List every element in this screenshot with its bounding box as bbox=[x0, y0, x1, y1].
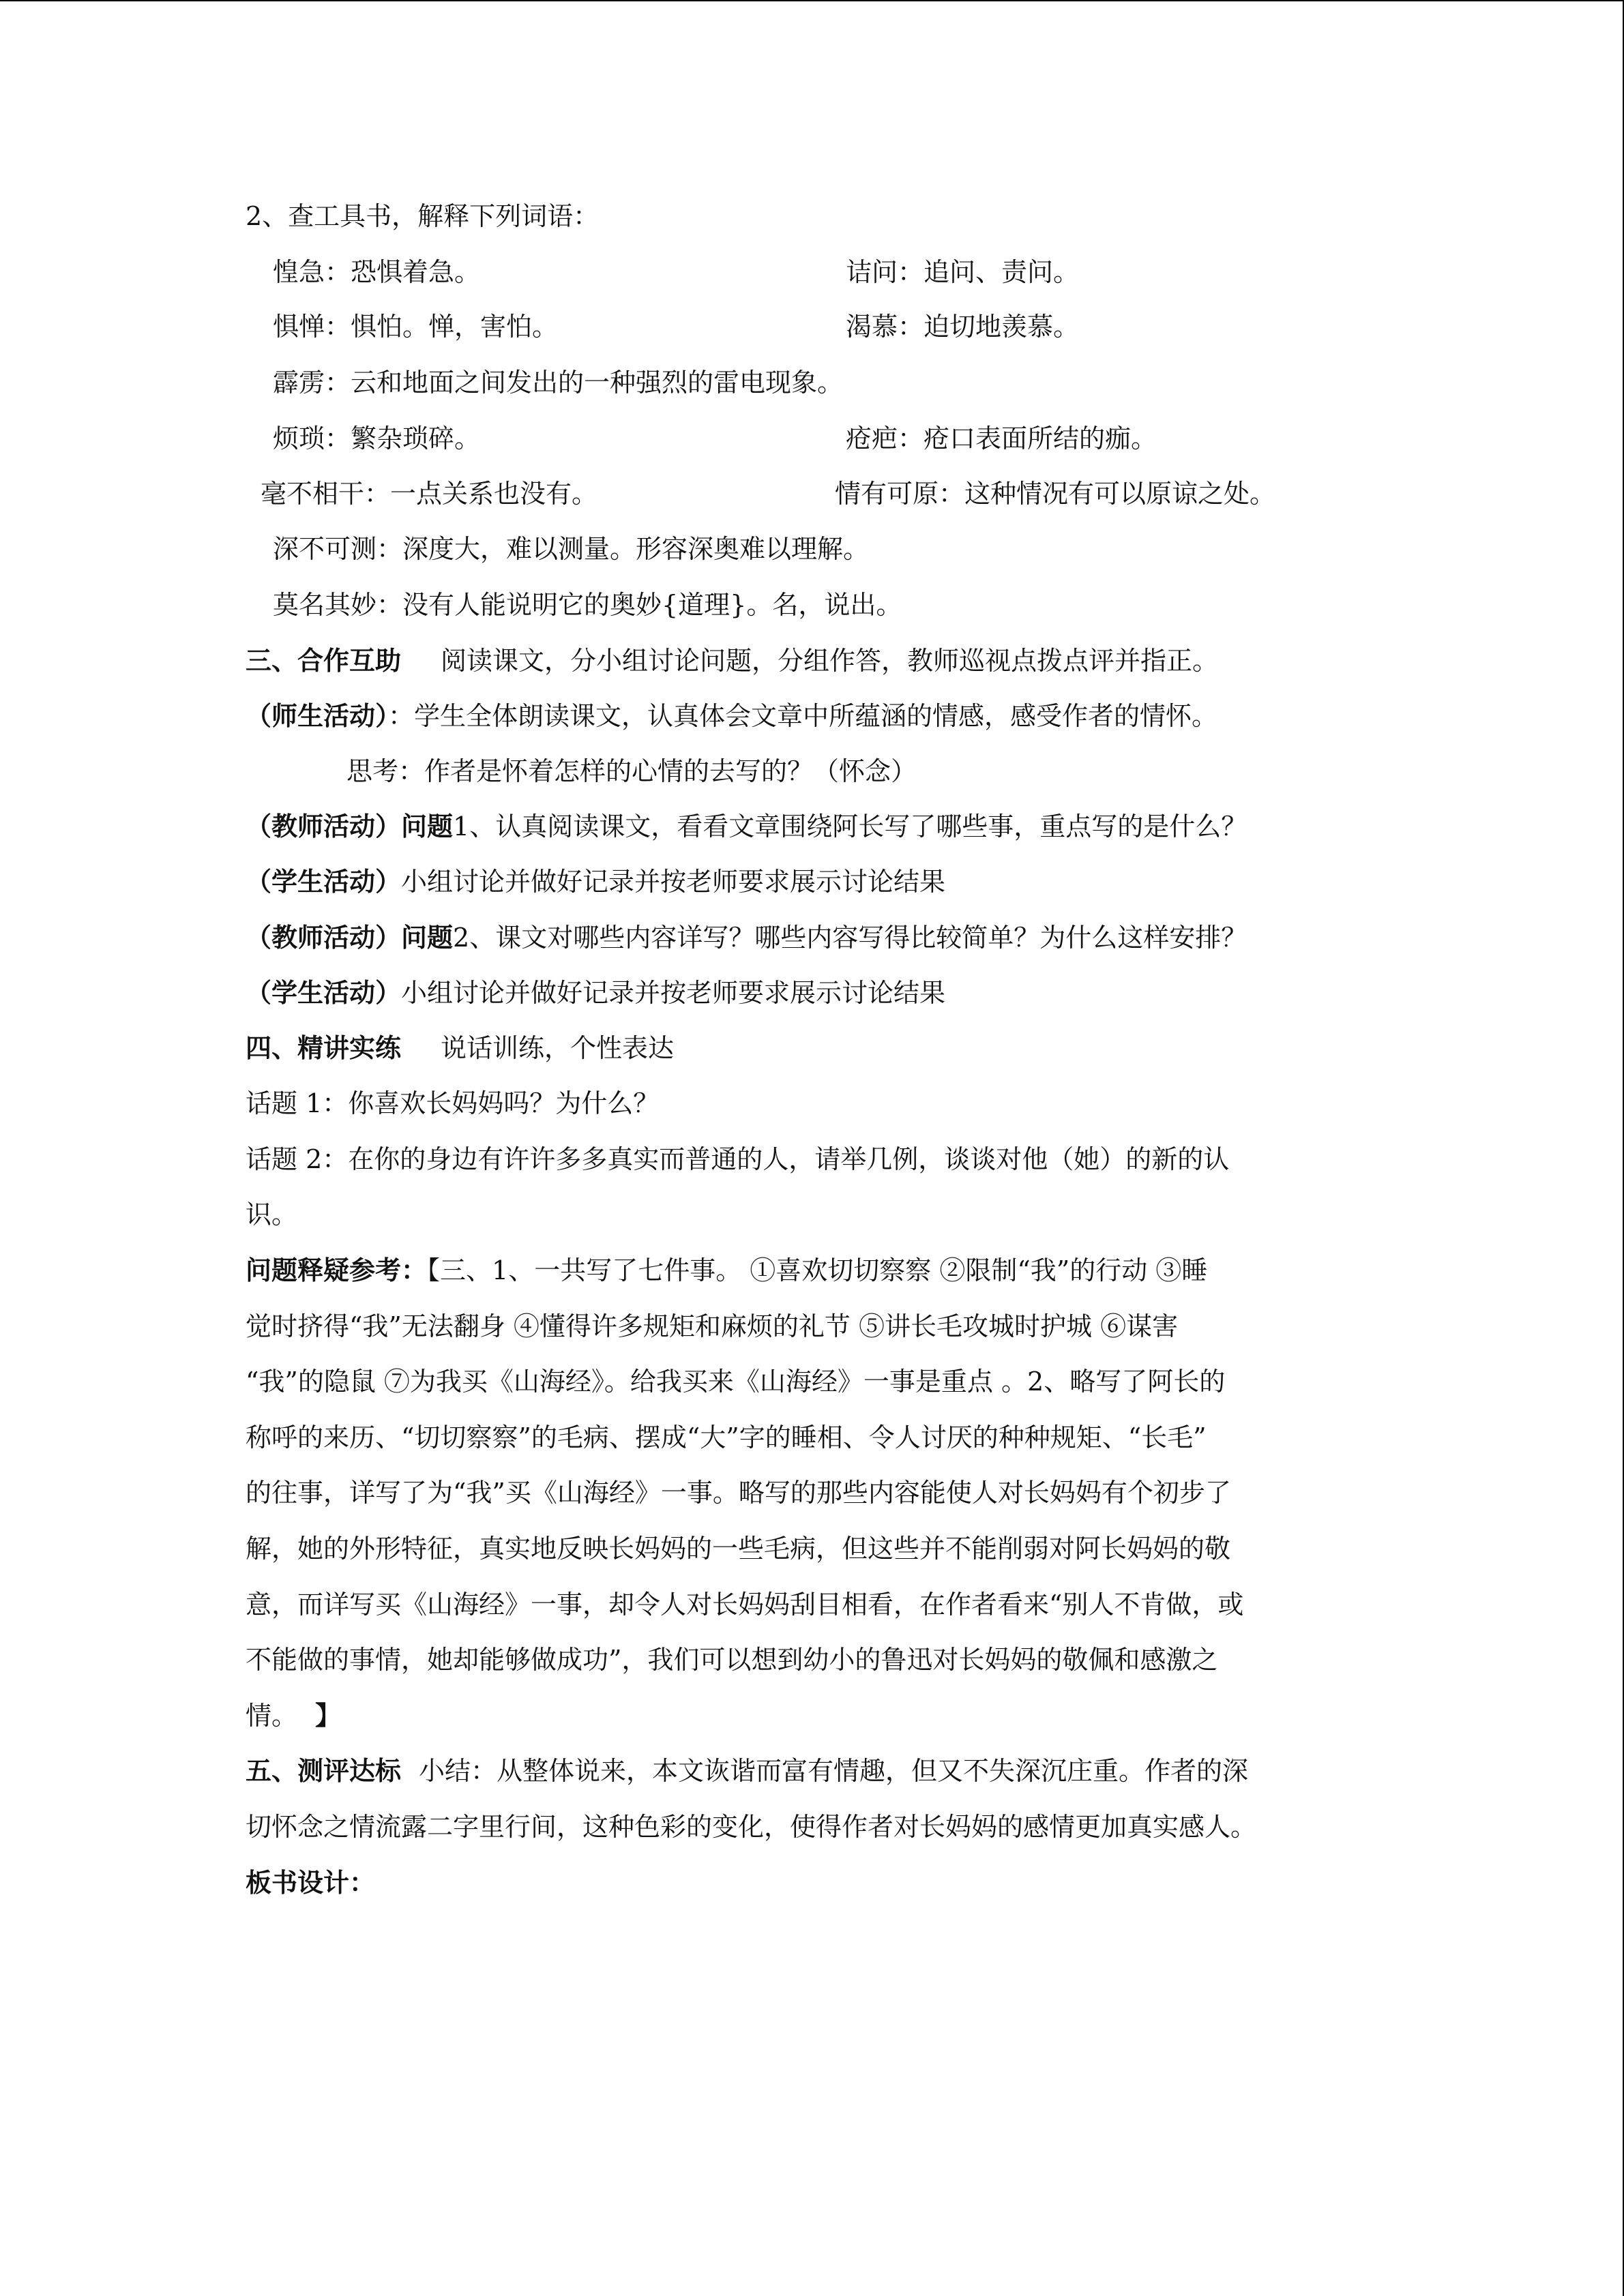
reference-text: 【三、1、一共写了七件事。 ①喜欢切切察察 ②限制“我”的行动 ③睡 bbox=[427, 1255, 1208, 1285]
topic2-line2: 识。 bbox=[246, 1199, 298, 1229]
teacher-activity-label: （教师活动） bbox=[246, 922, 402, 953]
vocab-item: 莫名其妙：没有人能说明它的奥妙{道理}。名，说出。 bbox=[273, 590, 902, 620]
question1-text: 1、认真阅读课文，看看文章围绕阿长写了哪些事，重点写的是什么？ bbox=[453, 811, 1247, 841]
student-activity-label: （学生活动） bbox=[246, 866, 402, 897]
section3-title: 三、合作互助 bbox=[246, 645, 402, 676]
board-design-heading: 板书设计： bbox=[246, 1867, 376, 1898]
student-activity-text: 小组讨论并做好记录并按老师要求展示讨论结果 bbox=[401, 978, 946, 1008]
reference-line: 称呼的来历、“切切察察”的毛病、摆成“大”字的睡相、令人讨厌的种种规矩、“长毛” bbox=[246, 1422, 1207, 1452]
question-label: 问题 bbox=[401, 811, 454, 841]
student-activity-text: 小组讨论并做好记录并按老师要求展示讨论结果 bbox=[401, 867, 946, 897]
vocab-item: 烦琐：繁杂琐碎。 bbox=[273, 423, 481, 453]
reference-line bbox=[246, 1253, 1207, 1287]
reference-line: 意，而详写买《山海经》一事，却令人对长妈妈刮目相看，在作者看来“别人不肯做，或 bbox=[246, 1590, 1244, 1620]
reference-line: 觉时挤得“我”无法翻身 ④懂得许多规矩和麻烦的礼节 ⑤讲长毛攻城时护城 ⑥谋害 bbox=[246, 1311, 1179, 1341]
question1-line bbox=[246, 809, 1247, 844]
teacher-student-label: （师生活动） bbox=[246, 700, 389, 731]
reference-line: 解，她的外形特征，真实地反映长妈妈的一些毛病，但这些并不能削弱对阿长妈妈的敬 bbox=[246, 1534, 1231, 1564]
question-label: 问题 bbox=[401, 922, 454, 953]
vocab-item: 毫不相干：一点关系也没有。 bbox=[261, 479, 598, 509]
student-activity-line bbox=[246, 976, 945, 1010]
reference-line: “我”的隐鼠 ⑦为我买《山海经》。给我买来《山海经》一事是重点 。2、略写了阿长的 bbox=[246, 1367, 1226, 1397]
section5-title: 五、测评达标 bbox=[246, 1755, 402, 1786]
student-activity-line bbox=[246, 865, 945, 899]
section4-line bbox=[246, 1031, 674, 1065]
question2-line bbox=[246, 921, 1247, 955]
topic2-line1: 话题 2：在你的身边有许许多多真实而普通的人，请举几例，谈谈对他（她）的新的认 bbox=[246, 1144, 1230, 1174]
section3-line bbox=[246, 644, 1218, 678]
section4-text: 说话训练，个性表达 bbox=[441, 1033, 675, 1063]
reference-line: 的往事，详写了为“我”买《山海经》一事。略写的那些内容能使人对长妈妈有个初步了 bbox=[246, 1478, 1231, 1508]
vocab-item: 惶急：恐惧着急。 bbox=[273, 257, 481, 287]
section4-title: 四、精讲实练 bbox=[246, 1032, 402, 1063]
vocab-item: 情有可原：这种情况有可以原谅之处。 bbox=[835, 479, 1276, 509]
section5-line bbox=[246, 1754, 1248, 1788]
summary-line1: 小结：从整体说来，本文诙谐而富有情趣，但又不失深沉庄重。作者的深 bbox=[419, 1756, 1249, 1786]
vocab-item: 霹雳：云和地面之间发出的一种强烈的雷电现象。 bbox=[273, 368, 844, 398]
student-activity-label: （学生活动） bbox=[246, 977, 402, 1008]
summary-line2: 切怀念之情流露二字里行间，这种色彩的变化，使得作者对长妈妈的感情更加真实感人。 bbox=[246, 1812, 1257, 1842]
vocab-heading: 2、查工具书，解释下列词语： bbox=[246, 201, 600, 231]
vocab-item: 渴慕：迫切地羡慕。 bbox=[846, 312, 1080, 342]
reference-label: 问题释疑参考： bbox=[246, 1255, 428, 1285]
vocab-item: 疮疤：疮口表面所结的痂。 bbox=[846, 423, 1157, 453]
reference-text: 情。 bbox=[246, 1701, 298, 1731]
reference-line: 不能做的事情，她却能够做成功”，我们可以想到幼小的鲁迅对长妈妈的敬佩和感激之 bbox=[246, 1645, 1218, 1675]
topic1: 话题 1：你喜欢长妈妈吗？为什么？ bbox=[246, 1088, 660, 1118]
teacher-student-line bbox=[246, 699, 1217, 733]
question2-text: 2、课文对哪些内容详写？哪些内容写得比较简单？为什么这样安排？ bbox=[453, 923, 1247, 953]
vocab-item: 诘问：追问、责问。 bbox=[846, 257, 1080, 287]
vocab-item: 深不可测：深度大，难以测量。形容深奥难以理解。 bbox=[273, 534, 870, 564]
teacher-student-text: ：学生全体朗读课文，认真体会文章中所蕴涵的情感，感受作者的情怀。 bbox=[388, 701, 1218, 731]
think-line: 思考：作者是怀着怎样的心情的去写的？（怀念） bbox=[346, 756, 917, 786]
reference-line bbox=[246, 1699, 341, 1733]
teacher-activity-label: （教师活动） bbox=[246, 811, 402, 841]
section3-text: 阅读课文，分小组讨论问题，分组作答，教师巡视点拨点评并指正。 bbox=[441, 646, 1219, 676]
reference-close: 】 bbox=[315, 1700, 342, 1731]
vocab-item: 惧惮：惧怕。惮，害怕。 bbox=[273, 312, 559, 342]
